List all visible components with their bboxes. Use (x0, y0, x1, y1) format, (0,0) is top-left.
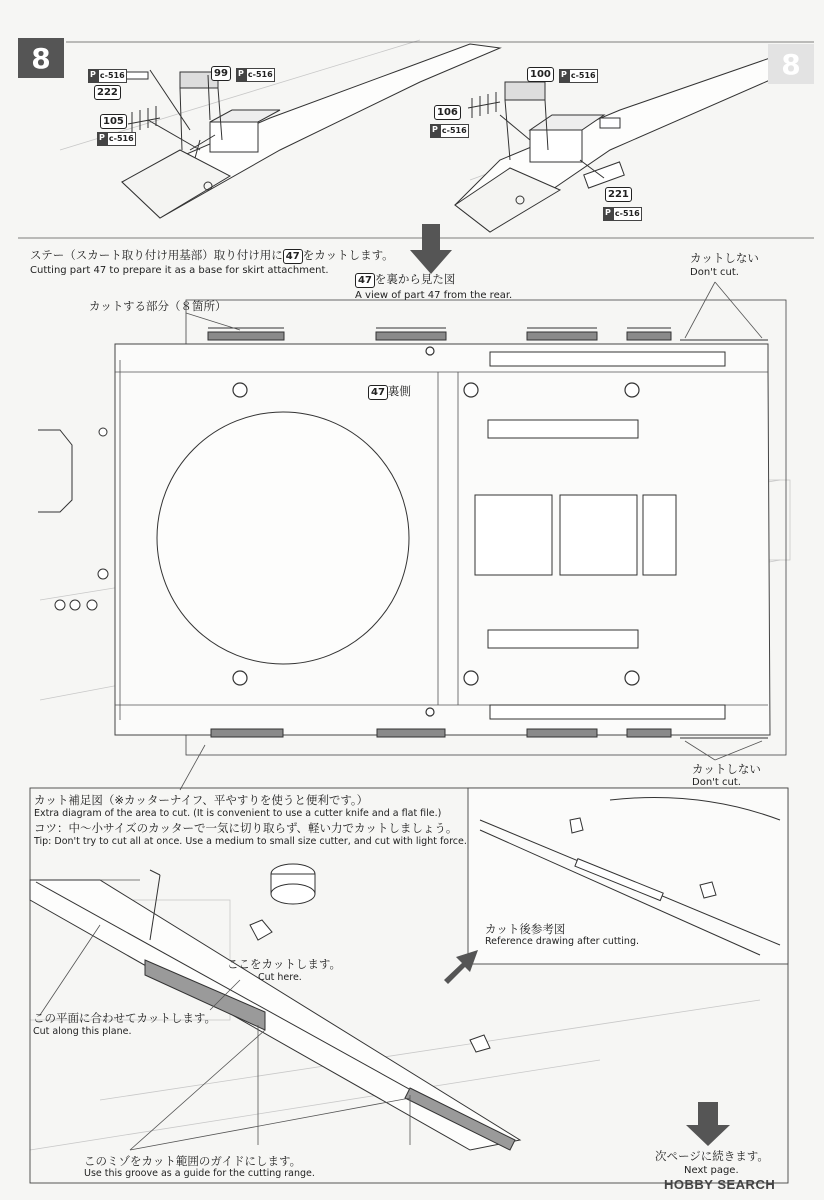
cut-plane-jp: この平面に合わせてカットします。 (33, 1011, 216, 1025)
reference-after-jp: カット後参考図 (485, 922, 566, 936)
part-number-99: 99 P c-516 (211, 61, 275, 82)
groove-guide-en: Use this groove as a guide for the cutting range. (84, 1168, 315, 1179)
part-tag-106: P c-516 (430, 117, 469, 138)
step-number-ghost: 8 (768, 44, 814, 84)
extra-diagram-title-en: Extra diagram of the area to cut. (It is convenient to use a cutter knife and a flat file.) (34, 808, 442, 819)
part-number-106: 106 (434, 100, 461, 120)
rear-view-en: A view of part 47 from the rear. (355, 290, 513, 301)
no-cut-bottom-jp: カットしない (692, 762, 761, 776)
part-number-100: 100 P c-516 (527, 62, 598, 83)
step-number-badge: 8 (18, 38, 64, 78)
groove-guide-jp: このミゾをカット範囲のガイドにします。 (84, 1154, 302, 1168)
extra-diagram-tip-en: Tip: Don't try to cut all at once. Use a medium to small size cutter, and cut with light force. (34, 836, 467, 847)
instruction-en: Cutting part 47 to prepare it as a base for skirt attachment. (30, 265, 329, 276)
no-cut-top-jp: カットしない (690, 251, 759, 265)
part-tag-222: P c-516 (88, 62, 127, 83)
next-page-jp: 次ページに続きます。 (655, 1149, 769, 1163)
extra-diagram-tip-jp: コツ：中～小サイズのカッターで一気に切り取らず、軽い力でカットしましょう。 (34, 821, 458, 835)
part-number-105: 105 (100, 109, 127, 129)
back-side-label: 47 裏側 (368, 384, 411, 400)
next-page-en: Next page. (684, 1165, 739, 1176)
instruction-jp: ステー（スカート取り付け用基部）取り付け用に 47 をカットします。 (30, 248, 394, 262)
watermark-logo: HOBBY SEARCH (664, 1177, 776, 1192)
reference-after-en: Reference drawing after cutting. (485, 936, 639, 947)
cut-here-jp: ここをカットします。 (227, 957, 341, 971)
extra-diagram-title-jp: カット補足図（※カッターナイフ、平やすりを使うと便利です。） (34, 793, 369, 807)
part-tag-105: P c-516 (97, 125, 136, 146)
no-cut-top-en: Don't cut. (690, 267, 739, 278)
cut-plane-en: Cut along this plane. (33, 1026, 132, 1037)
cut-here-en: Cut here. (258, 972, 302, 983)
no-cut-bottom-en: Don't cut. (692, 777, 741, 788)
cut-area-label: カットする部分（８箇所） (89, 299, 227, 313)
part-number-222: 222 (94, 80, 121, 100)
part-number-221: 221 (605, 182, 632, 202)
part-tag-221: P c-516 (603, 200, 642, 221)
rear-view-jp: 47 を裏から見た図 (355, 272, 455, 288)
